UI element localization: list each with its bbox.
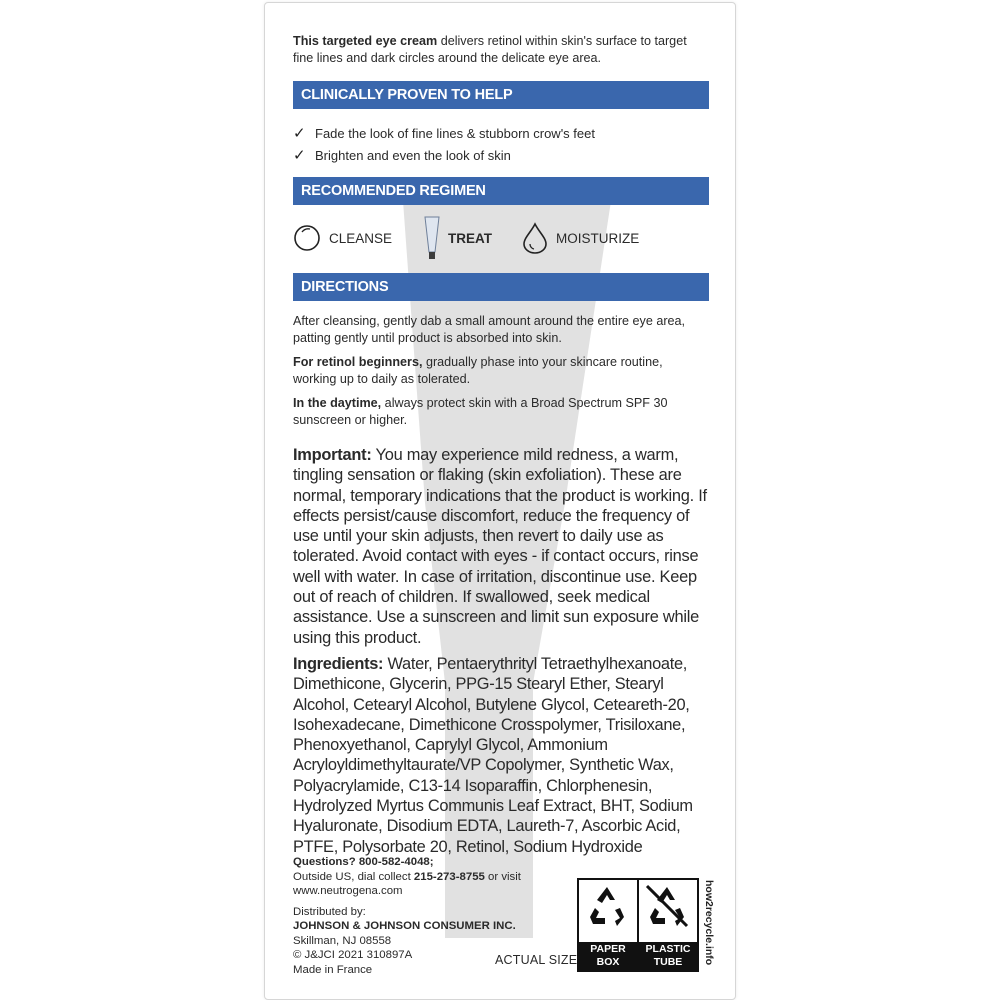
directions-text: After cleansing, gently dab a small amount around the entire eye area, patting gently until product is absorbed into skin. For retinol beginners, gradually phase into your skincare routine, working up to daily as tolerated. In the daytime, always protect skin with a Broad Spectrum SPF 30 sunscreen or higher. [293,314,686,427]
how2recycle-badge [577,878,699,972]
list-item: ✓ Brighten and even the look of skin [293,145,709,167]
label-content [293,33,709,857]
plastic-tube-recycle: PLASTIC TUBE [637,880,697,970]
regimen-step-treat: TREAT [424,216,492,260]
regimen-heading: RECOMMENDED REGIMEN [293,177,709,205]
product-label-panel [264,2,736,1000]
list-item: ✓ Fade the look of fine lines & stubborn crow's feet [293,123,709,145]
recycle-icon [585,884,629,928]
important-warning: Important: You may experience mild redness, a warm, tingling sensation or flaking (skin exfoliation). These are normal, temporary indications that the product is working. If effects persist/cause discomfort, reduce the frequency of use until your skin adjusts, then revert to daily use as tolerated. Avoid contact with eyes - if contact occurs, rinse well with water. In case of irritation, discontinue use. Keep out of reach of children. If swallowed, seek medical assistance. Use a sunscreen and limit sun exposure while using this product. [293,446,707,647]
check-icon: ✓ [293,147,306,164]
clinical-heading: CLINICALLY PROVEN TO HELP [293,81,709,109]
tube-icon [424,216,440,260]
not-recyclable-icon [645,884,689,928]
ingredients-list: Ingredients: Water, Pentaerythrityl Tetraethylhexanoate, Dimethicone, Glycerin, PPG-15 Stearyl Ether, Stearyl Alcohol, Cetearyl Alcohol, Butylene Glycol, Ceteareth-20, Isohexadecane, Dimethicone Crosspolymer, Trisiloxane, Phenoxyethanol, Caprylyl Glycol, Ammonium Acryloyldimethyltaurate/VP Copolymer, Synthetic Wax, Polyacrylamide, C13-14 Isoparaffin, Chlorphenesin, Hydrolyzed Myrtus Communis Leaf Extract, BHT, Sodium Hyaluronate, Disodium EDTA, Laureth-7, Ascorbic Acid, PTFE, Polysorbate 20, Retinol, Sodium Hydroxide [293,654,693,856]
paper-box-recycle: PAPER BOX [579,880,637,970]
intro-text: This targeted eye cream delivers retinol within skin's surface to target fine lines and dark circles around the delicate eye area. [293,34,687,65]
check-icon: ✓ [293,125,306,142]
website-link: www.neutrogena.com [293,885,403,897]
how2recycle-url: how2recycle.info [703,880,715,966]
distributor-info: Distributed by: JOHNSON & JOHNSON CONSUMER INC. Skillman, NJ 08558 © J&JCI 2021 310897A Made in France [293,905,516,976]
regimen-step-moisturize: MOISTURIZE [522,222,639,254]
droplet-icon [522,222,548,254]
directions-heading: DIRECTIONS [293,273,709,301]
regimen-step-cleanse: CLEANSE [293,224,392,252]
contact-info: Questions? 800-582-4048; Outside US, dial collect 215-273-8755 or visit www.neutrogena.com [293,855,713,899]
cleanse-circle-icon [293,224,321,252]
clinical-list [293,123,709,167]
regimen-steps [293,209,709,267]
label-footer [293,855,713,977]
actual-size-label: ACTUAL SIZE [495,953,578,967]
